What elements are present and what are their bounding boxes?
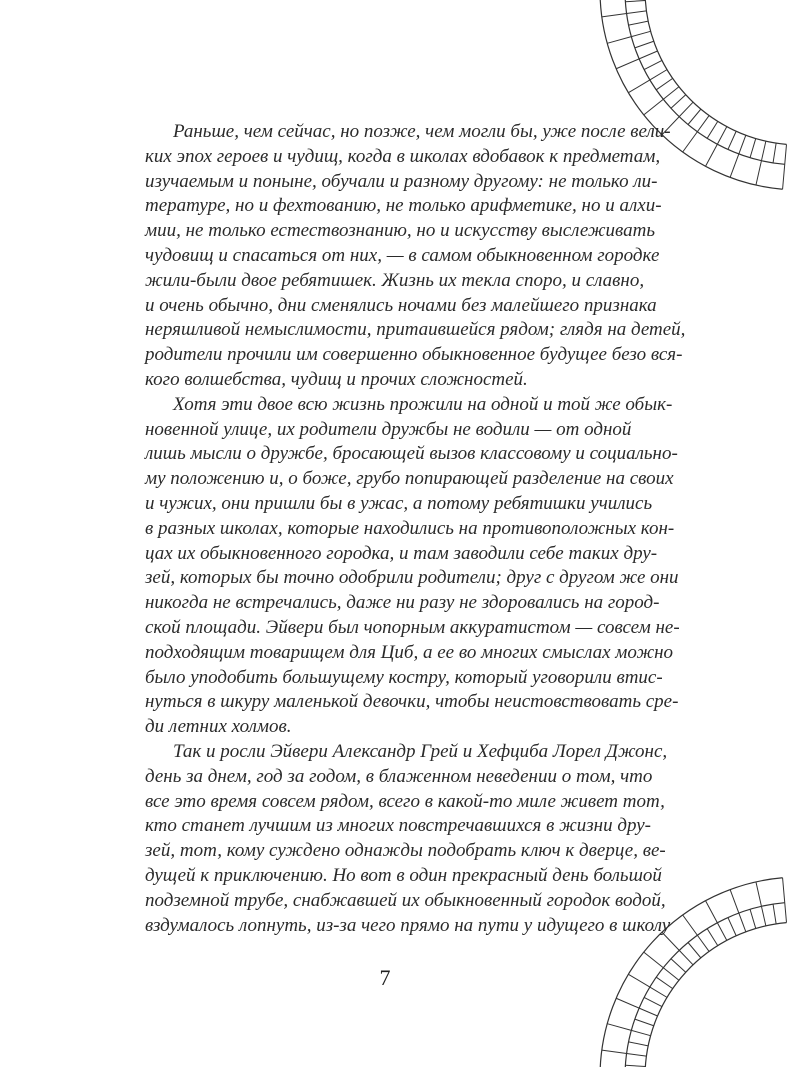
text-line: подземной трубе, снабжавшей их обыкновенный городок водой,: [145, 889, 666, 911]
text-line: новенной улице, их родители дружбы не водили — от одной: [145, 418, 632, 440]
text-line: нуться в шкуру маленькой девочки, чтобы неистовствовать сре-: [145, 691, 679, 713]
text-line: было уподобить большущему костру, который уговорили втис-: [145, 666, 663, 688]
text-line: кто станет лучшим из многих повстречавшихся в жизни дру-: [145, 815, 651, 837]
text-line: тературе, но и фехтованию, не только арифметике, но и алхи-: [145, 195, 662, 217]
text-line: изучаемым и поныне, обучали и разному другому: не только ли-: [145, 170, 658, 192]
text-line: никогда не встречались, даже ни разу не здоровались на город-: [145, 592, 660, 614]
text-line: ди летних холмов.: [145, 716, 292, 738]
text-line: цах их обыкновенного городка, и там заводили себе таких дру-: [145, 542, 658, 564]
text-line: вздумалось лопнуть, из-за чего прямо на пути у идущего в школу: [145, 914, 671, 936]
text-line: зей, которых бы точно одобрили родители; друг с другом же они: [145, 567, 679, 589]
text-line: Так и росли Эйвери Александр Грей и Хефциба Лорел Джонс,: [173, 740, 668, 762]
text-line: неряшливой немыслимости, притаившейся рядом; глядя на детей,: [145, 319, 686, 341]
text-line: Раньше, чем сейчас, но позже, чем могли бы, уже после вели-: [173, 121, 671, 142]
text-line: и чужих, они пришли бы в ужас, а потому ребятишки учились: [145, 492, 653, 514]
text-line: и очень обычно, дни сменялись ночами без малейшего признака: [145, 294, 657, 316]
text-line: жили-были двое ребятишек. Жизнь их текла споро, и славно,: [145, 269, 645, 291]
text-line: чудовищ и спасаться от них, — в самом обыкновенном городке: [145, 244, 660, 266]
body-text: [145, 120, 686, 938]
text-line: подходящим товарищем для Циб, а ее во многих смыслах можно: [145, 641, 674, 663]
text-line: зей, тот, кому суждено однажды подобрать ключ к дверце, ве-: [145, 840, 666, 862]
text-line: дущей к приключению. Но вот в один прекрасный день большой: [145, 864, 662, 886]
text-line: му положению и, о боже, грубо попирающей разделение на своих: [145, 468, 674, 490]
text-line: кого волшебства, чудищ и прочих сложностей.: [145, 368, 528, 390]
text-line: лишь мысли о дружбе, бросающей вызов классовому и социально-: [145, 443, 678, 465]
text-line: мии, не только естествознанию, но и искусству выслеживать: [145, 220, 656, 242]
text-line: ких эпох героев и чудищ, когда в школах вдобавок к предметам,: [145, 145, 661, 167]
text-line: родители прочили им совершенно обыкновенное будущее безо вся-: [145, 344, 683, 366]
text-line: в разных школах, которые находились на противоположных кон-: [145, 517, 675, 539]
text-line: день за днем, год за годом, в блаженном неведении о том, что: [145, 765, 653, 787]
text-line: Хотя эти двое всю жизнь прожили на одной и той же обык-: [173, 393, 673, 415]
text-line: ской площади. Эйвери был чопорным аккуратистом — совсем не-: [145, 616, 680, 638]
text-line: все это время совсем рядом, всего в какой-то миле живет тот,: [145, 790, 665, 812]
page-number: 7: [379, 965, 391, 990]
